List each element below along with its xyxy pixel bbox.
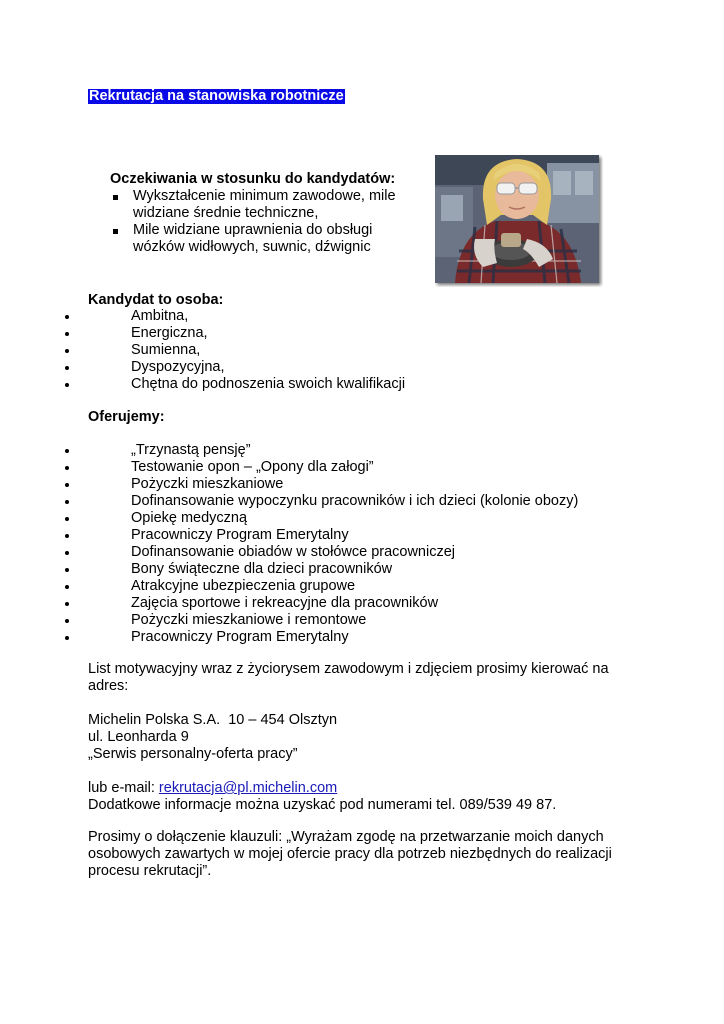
email-prefix: lub e-mail: — [88, 780, 159, 796]
list-item: Pożyczki mieszkaniowe — [0, 476, 578, 493]
candidate-heading: Kandydat to osoba: — [88, 292, 224, 308]
phone-info: Dodatkowe informacje można uzyskać pod numerami tel. 089/539 49 87. — [88, 797, 557, 813]
bullet-icon — [65, 349, 69, 353]
list-item: Opiekę medyczną — [0, 510, 578, 527]
list-item: „Trzynastą pensję” — [0, 442, 578, 459]
list-item: Mile widziane uprawnienia do obsługi wózków widłowych, suwnic, dźwignic — [110, 222, 410, 256]
list-item: Pracowniczy Program Emerytalny — [0, 629, 578, 646]
email-line — [88, 780, 337, 797]
bullet-icon — [65, 332, 69, 336]
list-item: Atrakcyjne ubezpieczenia grupowe — [0, 578, 578, 595]
bullet-icon — [65, 315, 69, 319]
bullet-icon — [65, 602, 69, 606]
page-title: Rekrutacja na stanowiska robotnicze — [89, 88, 344, 104]
bullet-icon — [65, 534, 69, 538]
bullet-icon — [65, 483, 69, 487]
worker-photo — [435, 155, 603, 287]
bullet-icon — [65, 636, 69, 640]
square-bullet-icon — [113, 195, 118, 200]
list-item: Bony świąteczne dla dzieci pracowników — [0, 561, 578, 578]
bullet-icon — [65, 366, 69, 370]
list-item: Wykształcenie minimum zawodowe, mile widziane średnie techniczne, — [110, 188, 410, 222]
bullet-icon — [65, 500, 69, 504]
bullet-icon — [65, 466, 69, 470]
offer-heading: Oferujemy: — [88, 409, 165, 425]
square-bullet-icon — [113, 229, 118, 234]
address-line-company: Michelin Polska S.A. 10 – 454 Olsztyn — [88, 712, 338, 728]
bullet-icon — [65, 619, 69, 623]
list-item: Dofinansowanie wypoczynku pracowników i ich dzieci (kolonie obozy) — [0, 493, 578, 510]
address-line-department: „Serwis personalny-oferta pracy” — [88, 746, 298, 762]
list-item: Zajęcia sportowe i rekreacyjne dla pracowników — [0, 595, 578, 612]
list-item: Pożyczki mieszkaniowe i remontowe — [0, 612, 578, 629]
requirements-heading: Oczekiwania w stosunku do kandydatów: — [110, 171, 396, 187]
bullet-icon — [65, 517, 69, 521]
candidate-list — [0, 308, 405, 393]
consent-clause: Prosimy o dołączenie klauzuli: „Wyrażam zgodę na przetwarzanie moich danych osobowych zawartych w mojej ofercie pracy dla potrzeb niezbędnych do realizacji procesu rekrutacji”. — [88, 829, 612, 879]
bullet-icon — [65, 585, 69, 589]
list-item: Dofinansowanie obiadów w stołówce pracowniczej — [0, 544, 578, 561]
bullet-icon — [65, 383, 69, 387]
list-item: Chętna do podnoszenia swoich kwalifikacji — [0, 376, 405, 393]
bullet-icon — [65, 551, 69, 555]
list-item: Energiczna, — [0, 325, 405, 342]
address-line-street: ul. Leonharda 9 — [88, 729, 189, 745]
list-item: Testowanie opon – „Opony dla załogi” — [0, 459, 578, 476]
bullet-icon — [65, 568, 69, 572]
bullet-icon — [65, 449, 69, 453]
list-item: Sumienna, — [0, 342, 405, 359]
offer-list — [0, 442, 578, 646]
email-link[interactable]: rekrutacja@pl.michelin.com — [158, 780, 338, 796]
list-item: Dyspozycyjna, — [0, 359, 405, 376]
requirements-list — [110, 188, 410, 256]
list-item: Pracowniczy Program Emerytalny — [0, 527, 578, 544]
list-item: Ambitna, — [0, 308, 405, 325]
application-instructions: List motywacyjny wraz z życiorysem zawodowym i zdjęciem prosimy kierować na adres: — [88, 661, 609, 694]
